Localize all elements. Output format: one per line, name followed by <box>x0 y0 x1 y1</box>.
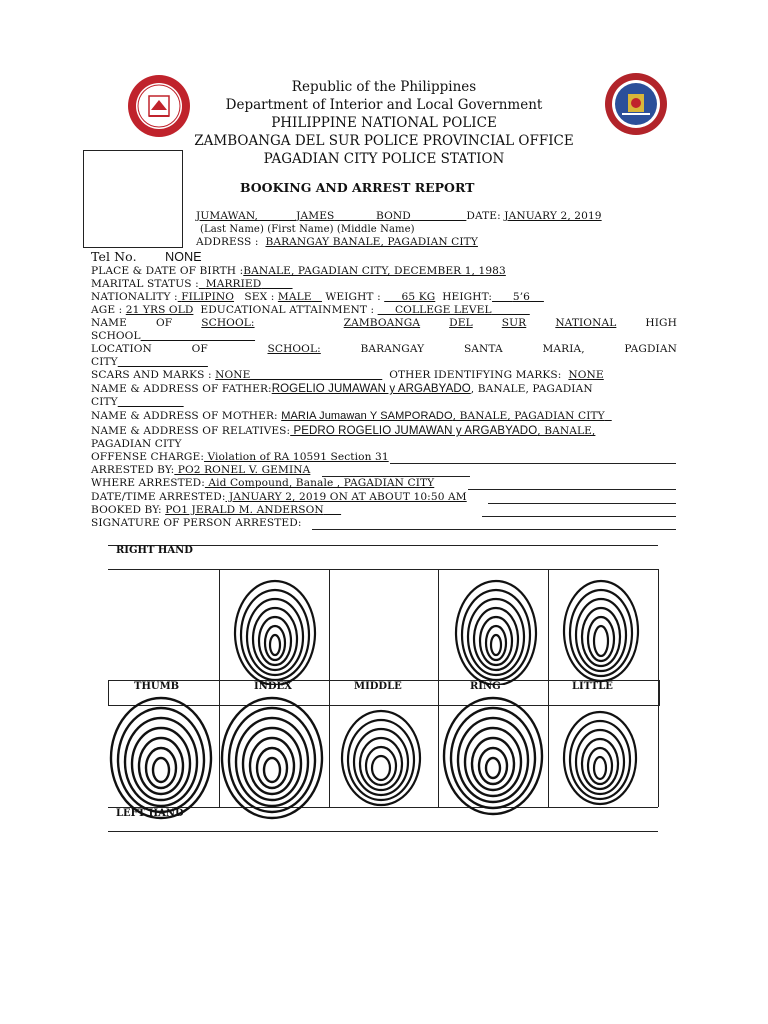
mother-line <box>91 410 612 422</box>
father-continuation <box>91 396 184 408</box>
where-arrested-label: WHERE ARRESTED: <box>91 477 205 489</box>
school-value: ZAMBOANGA <box>343 317 421 329</box>
marital-label: MARITAL STATUS : <box>91 278 199 290</box>
first-name: JAMES <box>296 210 335 222</box>
fingerprint-left-index <box>218 692 326 822</box>
name-line <box>196 210 602 222</box>
school-value: DEL <box>449 317 473 329</box>
fingerprint-left-ring <box>440 692 546 818</box>
arrested-by-label: ARRESTED BY: <box>91 464 175 476</box>
address-line <box>196 236 478 248</box>
relatives-line <box>91 425 595 437</box>
scars-label: SCARS AND MARKS : <box>91 369 212 381</box>
right-hand-label: RIGHT HAND <box>116 545 193 556</box>
signature-label: SIGNATURE OF PERSON ARRESTED: <box>91 517 302 529</box>
arrested-by-line <box>91 464 310 476</box>
where-arrested-value: Aid Compound, Banale , PAGADIAN CITY <box>204 477 435 489</box>
school-label: SCHOOL: <box>201 317 255 329</box>
school-continuation-text: SCHOOL <box>91 330 141 342</box>
father-address: , BANALE, PAGADIAN <box>470 383 593 395</box>
date-label: DATE: <box>466 210 501 222</box>
relatives-label: NAME & ADDRESS OF RELATIVES: <box>91 425 291 437</box>
signature-line <box>91 517 302 529</box>
finger-label-thumb: THUMB <box>134 681 180 692</box>
offense-value: Violation of RA 10591 Section 31 <box>203 451 389 463</box>
datetime-arrested-value: JANUARY 2, 2019 ON AT ABOUT 10:50 AM <box>225 491 467 503</box>
section-rule-bottom <box>108 831 658 832</box>
arrested-by-value: PO2 RONEL V. GEMINA <box>174 464 311 476</box>
booked-by-label: BOOKED BY: <box>91 504 162 516</box>
booked-by-value: PO1 JERALD M. ANDERSON <box>165 504 324 516</box>
tel-line <box>91 249 202 264</box>
other-marks-label: OTHER IDENTIFYING MARKS: <box>389 369 562 381</box>
datetime-arrested-line <box>91 491 467 503</box>
name-caption: (Last Name) (First Name) (Middle Name) <box>200 224 415 235</box>
date-value: JANUARY 2, 2019 <box>504 210 602 222</box>
sex-value: MALE <box>277 291 312 303</box>
location-continuation-text: CITY <box>91 356 118 368</box>
relatives-address: , BANALE, <box>537 425 596 437</box>
header-line-department: Department of Interior and Local Government <box>225 97 543 113</box>
middle-name: BOND <box>376 210 411 222</box>
report-title: BOOKING AND ARREST REPORT <box>240 180 475 195</box>
header-line-pnp: PHILIPPINE NATIONAL POLICE <box>271 115 497 131</box>
where-arrested-rule <box>468 489 676 490</box>
father-continuation-text: CITY <box>91 396 118 408</box>
height-label: HEIGHT: <box>442 291 493 303</box>
location-word: LOCATION <box>91 343 152 355</box>
tel-value: NONE <box>165 250 202 264</box>
fingerprint-right-index <box>230 573 320 685</box>
nationality-label: NATIONALITY : <box>91 291 178 303</box>
last-name: JUMAWAN, <box>196 210 259 222</box>
photo-box <box>83 150 183 248</box>
booked-by-line <box>91 504 341 516</box>
fingerprint-left-middle <box>338 704 424 808</box>
education-value: COLLEGE LEVEL <box>394 304 492 316</box>
school-value: SUR <box>501 317 527 329</box>
birth-value: BANALE, PAGADIAN CITY, DECEMBER 1, 1983 <box>243 265 506 277</box>
other-marks-value: NONE <box>568 369 604 381</box>
fingerprint-left-thumb <box>106 692 216 822</box>
right-hand-rule <box>108 569 658 570</box>
father-value: ROGELIO JUMAWAN y ARGABYADO <box>271 383 471 395</box>
tel-label: Tel No. <box>91 249 137 264</box>
marital-line <box>91 278 293 290</box>
school-value: HIGH <box>645 317 677 329</box>
school-line <box>91 317 677 329</box>
fingerprint-left-little <box>560 706 640 808</box>
header-line-republic: Republic of the Philippines <box>291 79 477 95</box>
signature-rule <box>312 529 676 530</box>
location-label: SCHOOL: <box>267 343 321 355</box>
school-continuation <box>91 330 255 342</box>
finger-label-little: LITTLE <box>572 681 613 692</box>
age-value: 21 YRS OLD <box>125 304 194 316</box>
where-arrested-line <box>91 477 434 489</box>
offense-rule <box>390 463 676 464</box>
offense-line <box>91 451 389 463</box>
finger-label-index: INDEX <box>254 681 292 692</box>
school-word: NAME <box>91 317 127 329</box>
fingerprint-right-little <box>560 573 642 683</box>
father-label: NAME & ADDRESS OF FATHER: <box>91 383 272 395</box>
location-continuation <box>91 356 208 368</box>
location-word: OF <box>191 343 208 355</box>
birth-line <box>91 265 506 277</box>
scars-line <box>91 369 677 381</box>
offense-label: OFFENSE CHARGE: <box>91 451 204 463</box>
school-value: NATIONAL <box>555 317 617 329</box>
weight-label: WEIGHT : <box>325 291 381 303</box>
finger-label-ring: RING <box>470 681 501 692</box>
weight-value: 65 KG <box>401 291 436 303</box>
location-value: MARIA, <box>542 343 585 355</box>
nationality-line <box>91 291 544 303</box>
datetime-arrested-rule <box>488 503 676 504</box>
birth-label: PLACE & DATE OF BIRTH : <box>91 265 244 277</box>
header-line-provincial-office: ZAMBOANGA DEL SUR POLICE PROVINCIAL OFFICE <box>194 133 574 149</box>
address-value: BARANGAY BANALE, PAGADIAN CITY <box>265 236 478 248</box>
mother-address: , BANALE, PAGADIAN CITY <box>452 410 605 422</box>
age-line <box>91 304 530 316</box>
finger-label-middle: MIDDLE <box>354 681 402 692</box>
fingerprint-right-ring <box>452 573 540 685</box>
education-label: EDUCATIONAL ATTAINMENT : <box>200 304 375 316</box>
sex-label: SEX : <box>244 291 275 303</box>
datetime-arrested-label: DATE/TIME ARRESTED: <box>91 491 226 503</box>
booked-by-rule <box>482 516 676 517</box>
header-line-station: PAGADIAN CITY POLICE STATION <box>263 151 505 167</box>
left-hand-label: LEFT HAND <box>116 808 184 819</box>
mother-label: NAME & ADDRESS OF MOTHER: <box>91 410 278 422</box>
location-line <box>91 343 677 355</box>
school-word: OF <box>155 317 173 329</box>
location-value: PAGDIAN <box>624 343 677 355</box>
marital-value: MARRIED <box>205 278 262 290</box>
scars-value: NONE <box>215 369 251 381</box>
location-value: BARANGAY <box>360 343 425 355</box>
relatives-continuation: PAGADIAN CITY <box>91 438 182 450</box>
father-line <box>91 383 593 395</box>
age-label: AGE : <box>91 304 123 316</box>
location-value: SANTA <box>463 343 503 355</box>
address-label: ADDRESS : <box>196 236 259 248</box>
mother-value: MARIA Jumawan Y SAMPORADO <box>281 410 453 422</box>
relatives-value: PEDRO ROGELIO JUMAWAN y ARGABYADO <box>290 425 538 437</box>
nationality-value: FILIPINO <box>181 291 235 303</box>
height-value: 5’6 <box>512 291 531 303</box>
